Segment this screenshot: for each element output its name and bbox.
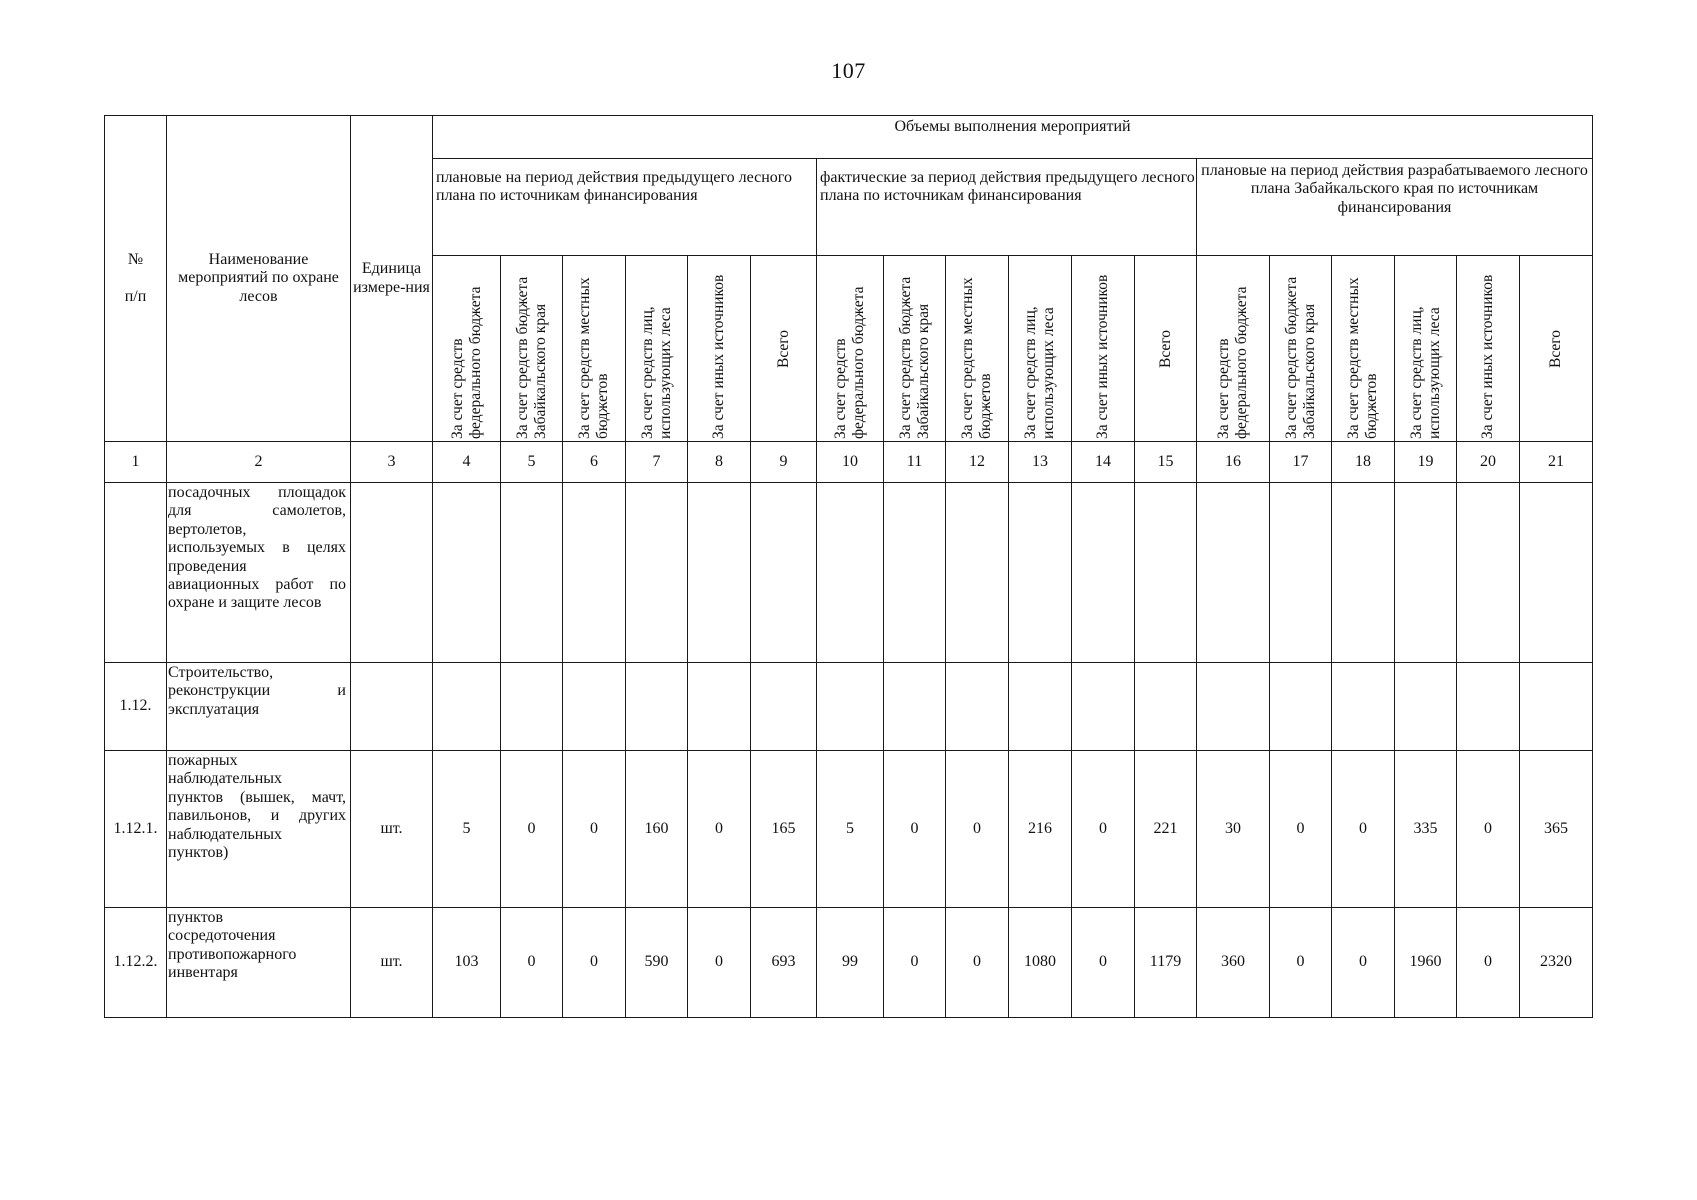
value-cell <box>817 483 884 663</box>
value-cell: 0 <box>884 751 946 908</box>
column-number-cell: 4 <box>433 442 501 483</box>
value-cell: 0 <box>946 751 1009 908</box>
value-cell <box>1520 663 1593 751</box>
header-volumes: Объемы выполнения мероприятий <box>433 116 1593 159</box>
value-cell: 221 <box>1135 751 1197 908</box>
header-source-other: За счет иных источников <box>1457 256 1520 442</box>
activity-name-line: наблюдательных <box>168 825 283 843</box>
activity-name-line: Строительство, <box>168 664 274 681</box>
value-cell: 590 <box>626 908 688 1018</box>
header-source-federal: За счет средств федерального бюджета <box>817 256 884 442</box>
activity-name-line: охране и защите лесов <box>168 594 322 612</box>
value-cell: 103 <box>433 908 501 1018</box>
page-number: 107 <box>831 58 866 83</box>
header-group-planned-previous: плановые на период действия предыдущего лесного плана по источникам финансирования <box>433 159 817 256</box>
value-cell: 0 <box>946 908 1009 1018</box>
header-source-total: Всего <box>751 256 817 442</box>
value-cell <box>1395 663 1457 751</box>
value-cell <box>563 483 626 663</box>
row-number: 1.12.2. <box>105 908 167 1018</box>
table-row <box>105 751 1593 908</box>
unit-cell <box>351 483 433 663</box>
forest-protection-table <box>104 115 1593 1018</box>
table-header <box>105 116 1593 442</box>
header-source-regional: За счет средств бюджета Забайкальского края <box>884 256 946 442</box>
activity-name-line: павильонов, и других <box>168 807 346 825</box>
header-unit: Единица измере-ния <box>351 116 433 442</box>
value-cell <box>1520 483 1593 663</box>
value-cell: 0 <box>1332 751 1395 908</box>
value-cell: 5 <box>817 751 884 908</box>
header-source-total: Всего <box>1135 256 1197 442</box>
value-cell: 693 <box>751 908 817 1018</box>
row-number <box>105 483 167 663</box>
value-cell: 216 <box>1009 751 1072 908</box>
header-source-local: За счет средств местных бюджетов <box>946 256 1009 442</box>
column-number-cell: 2 <box>167 442 351 483</box>
value-cell <box>1135 483 1197 663</box>
activity-name-line: сосредоточения <box>168 927 276 945</box>
header-source-regional: За счет средств бюджета Забайкальского края <box>501 256 563 442</box>
activity-name-line: противопожарного <box>168 945 297 963</box>
table-row <box>105 908 1593 1018</box>
value-cell <box>1332 663 1395 751</box>
activity-name-line: используемых в целях <box>168 539 346 557</box>
unit-cell <box>351 663 433 751</box>
header-group-actual-previous: фактические за период действия предыдущего лесного плана по источникам финансирования <box>817 159 1197 256</box>
column-number-cell: 8 <box>688 442 751 483</box>
unit-cell: шт. <box>351 751 433 908</box>
value-cell <box>1270 483 1332 663</box>
value-cell: 0 <box>501 751 563 908</box>
value-cell: 0 <box>1270 751 1332 908</box>
value-cell <box>433 483 501 663</box>
value-cell <box>1197 663 1270 751</box>
column-number-cell: 21 <box>1520 442 1593 483</box>
value-cell: 365 <box>1520 751 1593 908</box>
row-number: 1.12.1. <box>105 751 167 908</box>
value-cell: 0 <box>1457 908 1520 1018</box>
value-cell <box>1457 663 1520 751</box>
value-cell: 0 <box>563 751 626 908</box>
value-cell <box>1395 483 1457 663</box>
column-number-cell: 18 <box>1332 442 1395 483</box>
value-cell <box>501 483 563 663</box>
activity-name-line: пунктов) <box>168 843 229 861</box>
value-cell <box>563 663 626 751</box>
activity-name-line: инвентаря <box>168 964 238 982</box>
header-source-local: За счет средств местных бюджетов <box>1332 256 1395 442</box>
activity-name-line: для самолетов, <box>168 502 346 520</box>
value-cell: 0 <box>688 751 751 908</box>
column-number-cell: 12 <box>946 442 1009 483</box>
header-source-users: За счет средств лиц, использующих леса <box>1395 256 1457 442</box>
header-source-other: За счет иных источников <box>688 256 751 442</box>
value-cell: 0 <box>884 908 946 1018</box>
header-row-number-line2: п/п <box>124 287 147 305</box>
value-cell <box>884 483 946 663</box>
header-source-local: За счет средств местных бюджетов <box>563 256 626 442</box>
column-number-cell: 17 <box>1270 442 1332 483</box>
value-cell: 0 <box>563 908 626 1018</box>
value-cell: 0 <box>1332 908 1395 1018</box>
header-source-regional: За счет средств бюджета Забайкальского края <box>1270 256 1332 442</box>
header-group-planned-new: плановые на период действия разрабатываемого лесного плана Забайкальского края по источникам финансирования <box>1197 159 1593 256</box>
value-cell: 0 <box>688 908 751 1018</box>
header-source-total: Всего <box>1520 256 1593 442</box>
value-cell <box>1072 663 1135 751</box>
value-cell <box>1332 483 1395 663</box>
value-cell: 160 <box>626 751 688 908</box>
column-number-cell: 11 <box>884 442 946 483</box>
value-cell <box>1270 663 1332 751</box>
value-cell <box>946 663 1009 751</box>
value-cell <box>946 483 1009 663</box>
value-cell: 30 <box>1197 751 1270 908</box>
column-number-cell: 5 <box>501 442 563 483</box>
column-numbers-row <box>105 442 1593 483</box>
value-cell <box>817 663 884 751</box>
value-cell <box>1072 483 1135 663</box>
value-cell <box>1009 663 1072 751</box>
value-cell <box>1457 483 1520 663</box>
header-row-number-line1: № <box>127 250 144 268</box>
value-cell <box>626 663 688 751</box>
table-body <box>105 442 1593 1018</box>
row-number: 1.12. <box>105 663 167 751</box>
value-cell: 0 <box>1072 751 1135 908</box>
column-number-cell: 3 <box>351 442 433 483</box>
value-cell <box>626 483 688 663</box>
header-source-federal: За счет средств федерального бюджета <box>433 256 501 442</box>
column-number-cell: 16 <box>1197 442 1270 483</box>
activity-name-line: пунктов (вышек, мачт, <box>168 788 346 806</box>
header-source-federal: За счет средств федерального бюджета <box>1197 256 1270 442</box>
value-cell <box>688 663 751 751</box>
value-cell <box>1135 663 1197 751</box>
activity-name <box>167 663 351 751</box>
value-cell <box>751 483 817 663</box>
unit-cell: шт. <box>351 908 433 1018</box>
value-cell: 1960 <box>1395 908 1457 1018</box>
header-source-other: За счет иных источников <box>1072 256 1135 442</box>
value-cell: 1080 <box>1009 908 1072 1018</box>
activity-name-line: пунктов <box>168 909 224 926</box>
value-cell: 0 <box>1457 751 1520 908</box>
column-number-cell: 20 <box>1457 442 1520 483</box>
column-number-cell: 7 <box>626 442 688 483</box>
value-cell: 360 <box>1197 908 1270 1018</box>
activity-name <box>167 483 351 663</box>
value-cell: 0 <box>1072 908 1135 1018</box>
activity-name <box>167 751 351 908</box>
table-row <box>105 663 1593 751</box>
value-cell <box>688 483 751 663</box>
value-cell: 1179 <box>1135 908 1197 1018</box>
column-number-cell: 9 <box>751 442 817 483</box>
activity-name-line: реконструкции и <box>168 682 346 700</box>
value-cell: 0 <box>1270 908 1332 1018</box>
column-number-cell: 19 <box>1395 442 1457 483</box>
activity-name-line: эксплуатация <box>168 700 260 718</box>
value-cell <box>751 663 817 751</box>
activity-name-line: наблюдательных <box>168 770 283 788</box>
value-cell: 5 <box>433 751 501 908</box>
value-cell: 99 <box>817 908 884 1018</box>
activity-name-line: пожарных <box>168 752 238 769</box>
value-cell: 0 <box>501 908 563 1018</box>
value-cell: 2320 <box>1520 908 1593 1018</box>
value-cell <box>501 663 563 751</box>
column-number-cell: 6 <box>563 442 626 483</box>
value-cell <box>884 663 946 751</box>
header-activity-name: Наименование мероприятий по охране лесов <box>167 116 351 442</box>
value-cell <box>1009 483 1072 663</box>
value-cell: 165 <box>751 751 817 908</box>
table-row <box>105 483 1593 663</box>
value-cell: 335 <box>1395 751 1457 908</box>
value-cell <box>433 663 501 751</box>
activity-name-line: авиационных работ по <box>168 575 346 593</box>
value-cell <box>1197 483 1270 663</box>
activity-name-line: проведения <box>168 557 247 575</box>
activity-name-line: вертолетов, <box>168 520 247 538</box>
column-number-cell: 1 <box>105 442 167 483</box>
column-number-cell: 14 <box>1072 442 1135 483</box>
column-number-cell: 15 <box>1135 442 1197 483</box>
activity-name-line: посадочных площадок <box>168 484 346 501</box>
column-number-cell: 13 <box>1009 442 1072 483</box>
header-row-number <box>105 116 167 442</box>
column-number-cell: 10 <box>817 442 884 483</box>
header-source-users: За счет средств лиц, использующих леса <box>626 256 688 442</box>
activity-name <box>167 908 351 1018</box>
header-source-users: За счет средств лиц, использующих леса <box>1009 256 1072 442</box>
